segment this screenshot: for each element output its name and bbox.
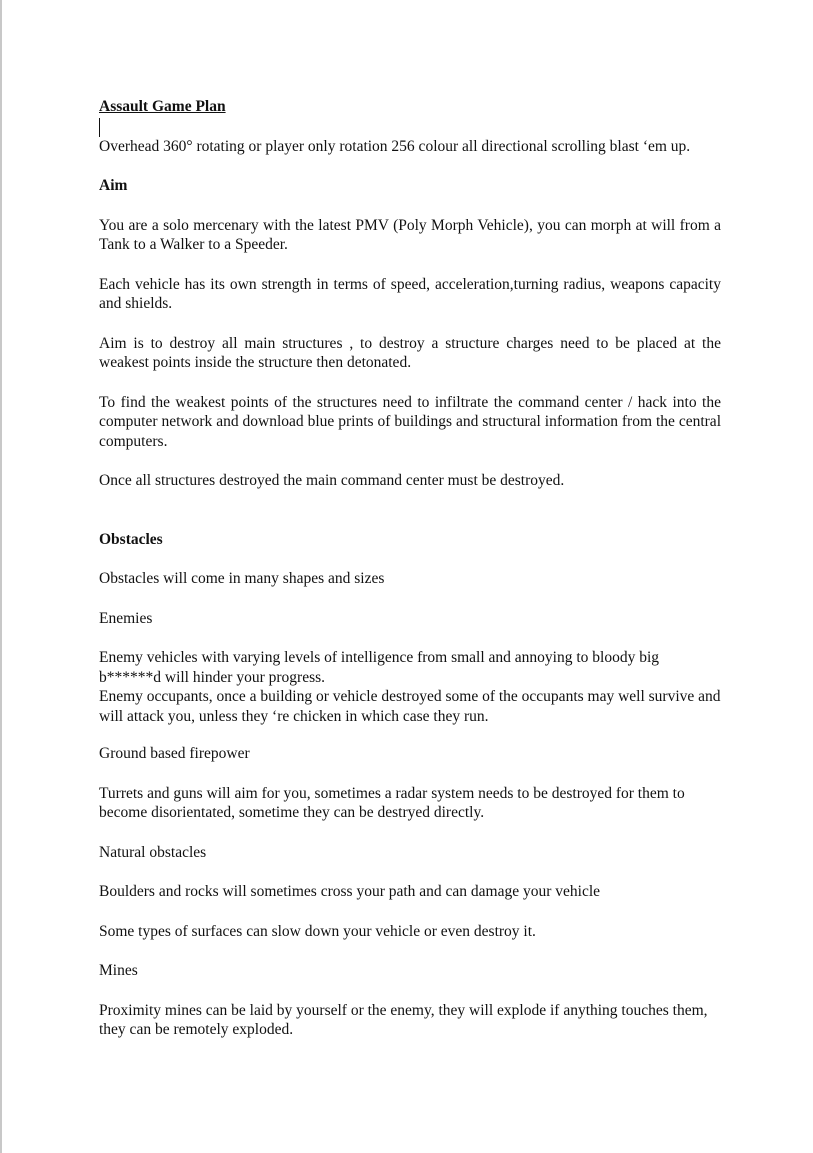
enemies-paragraph-2: Enemy occupants, once a building or vehicle destroyed some of the occupants may well survive and will attack you, unless they ‘re chicken in which case they run. bbox=[99, 688, 721, 725]
obstacles-intro: Obstacles will come in many shapes and sizes bbox=[99, 570, 385, 587]
aim-paragraph-1: You are a solo mercenary with the latest PMV (Poly Morph Vehicle), you can morph at will from a Tank to a Walker to a Speeder. bbox=[99, 216, 721, 253]
aim-heading: Aim bbox=[99, 177, 128, 194]
mines-heading: Mines bbox=[99, 962, 138, 979]
document-body bbox=[99, 97, 721, 1040]
obstacles-heading: Obstacles bbox=[99, 530, 163, 548]
natural-obstacles-paragraph-1: Boulders and rocks will sometimes cross your path and can damage your vehicle bbox=[99, 883, 601, 900]
aim-paragraph-4: To find the weakest points of the structures need to infiltrate the command center / hack into the computer network and download blue prints of buildings and structural information from the central computers. bbox=[99, 393, 721, 450]
document-title: Assault Game Plan bbox=[99, 98, 226, 115]
intro-paragraph: Overhead 360° rotating or player only rotation 256 colour all directional scrolling blast ‘em up. bbox=[99, 137, 691, 155]
ground-firepower-paragraph: Turrets and guns will aim for you, sometimes a radar system needs to be destroyed for them to become disorientated, sometime they can be destryed directly. bbox=[99, 784, 685, 821]
page-left-edge bbox=[0, 0, 2, 1153]
mines-paragraph: Proximity mines can be laid by yourself or the enemy, they will explode if anything touches them, they can be remotely exploded. bbox=[99, 1001, 708, 1038]
enemies-heading: Enemies bbox=[99, 609, 153, 627]
text-cursor bbox=[99, 118, 100, 137]
natural-obstacles-paragraph-2: Some types of surfaces can slow down your vehicle or even destroy it. bbox=[99, 922, 536, 940]
aim-paragraph-2: Each vehicle has its own strength in terms of speed, acceleration,turning radius, weapons capacity and shields. bbox=[99, 275, 721, 312]
aim-paragraph-3: Aim is to destroy all main structures , to destroy a structure charges need to be placed at the weakest points inside the structure then detonated. bbox=[99, 334, 721, 371]
enemies-paragraph-1: Enemy vehicles with varying levels of intelligence from small and annoying to bloody big b******d will hinder your progress. bbox=[99, 649, 660, 686]
natural-obstacles-heading: Natural obstacles bbox=[99, 843, 207, 861]
aim-paragraph-5: Once all structures destroyed the main command center must be destroyed. bbox=[99, 472, 565, 489]
ground-firepower-heading: Ground based firepower bbox=[99, 745, 250, 762]
